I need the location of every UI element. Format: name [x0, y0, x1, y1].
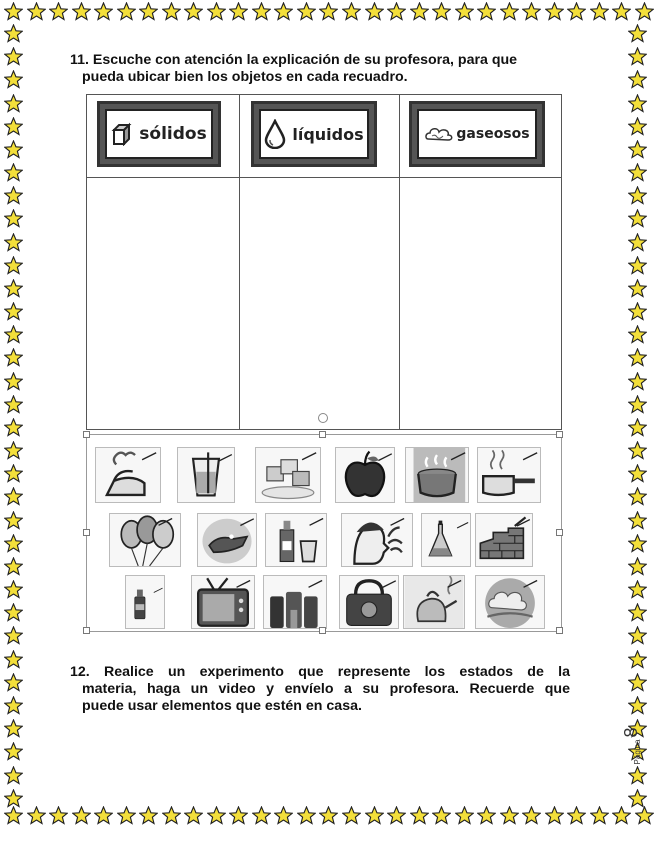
oil-bottle-icon	[422, 514, 470, 566]
star-icon	[4, 24, 23, 43]
sodas-icon	[264, 576, 326, 628]
star-icon	[628, 163, 647, 182]
star-icon	[319, 806, 338, 825]
star-icon	[4, 673, 23, 692]
star-icon	[319, 2, 338, 21]
star-icon	[162, 806, 181, 825]
star-icon	[628, 673, 647, 692]
picture-oil-bottle[interactable]	[421, 513, 471, 567]
picture-television[interactable]	[191, 575, 255, 629]
picture-glass-juice[interactable]	[177, 447, 235, 503]
star-icon	[4, 766, 23, 785]
star-icon	[590, 2, 609, 21]
star-icon	[94, 2, 113, 21]
star-icon	[4, 603, 23, 622]
star-icon	[207, 2, 226, 21]
clouds-icon	[476, 576, 544, 628]
star-icon	[297, 806, 316, 825]
star-icon	[94, 806, 113, 825]
star-icon	[72, 2, 91, 21]
picture-bottle-glass[interactable]	[265, 513, 327, 567]
classification-grid	[86, 94, 562, 430]
resize-handle-tl[interactable]	[83, 431, 90, 438]
star-icon	[628, 696, 647, 715]
resize-handle-bl[interactable]	[83, 627, 90, 634]
star-icon	[4, 256, 23, 275]
picture-collection	[86, 434, 562, 632]
star-icon	[612, 806, 631, 825]
star-icon	[4, 348, 23, 367]
star-icon	[628, 441, 647, 460]
purse-icon	[340, 576, 398, 628]
question-12	[70, 664, 570, 715]
kettle-icon	[404, 576, 464, 628]
star-icon	[628, 464, 647, 483]
balloons-icon	[110, 514, 180, 566]
picture-saucepan-steam[interactable]	[477, 447, 541, 503]
star-icon	[410, 2, 429, 21]
apple-icon	[336, 448, 394, 502]
picture-brick-wall[interactable]	[475, 513, 533, 567]
star-icon	[4, 302, 23, 321]
question-11	[70, 52, 582, 86]
star-icon	[628, 94, 647, 113]
star-icon	[4, 487, 23, 506]
label-gases	[409, 101, 545, 167]
header-divider	[87, 177, 561, 178]
resize-handle-tr[interactable]	[556, 431, 563, 438]
star-icon	[628, 302, 647, 321]
picture-purse[interactable]	[339, 575, 399, 629]
cube-icon	[111, 122, 133, 146]
star-icon	[635, 2, 654, 21]
star-icon	[628, 140, 647, 159]
star-icon	[628, 279, 647, 298]
star-icon	[410, 806, 429, 825]
star-icon	[4, 742, 23, 761]
star-icon	[184, 2, 203, 21]
resize-handle-ml[interactable]	[83, 529, 90, 536]
star-icon	[545, 806, 564, 825]
label-gases-text: gaseosos	[456, 126, 530, 142]
star-icon	[628, 325, 647, 344]
page-label: Página	[633, 739, 642, 765]
star-icon	[297, 2, 316, 21]
star-icon	[628, 395, 647, 414]
picture-balloons[interactable]	[109, 513, 181, 567]
star-icon	[4, 719, 23, 738]
question-12-line-2: materia, haga un video y envíelo a su profesora. Recuerde que	[82, 681, 570, 697]
page-number	[602, 726, 642, 766]
breath-icon	[342, 514, 412, 566]
glass-icon	[178, 448, 234, 502]
star-icon	[477, 806, 496, 825]
label-liquids	[251, 101, 377, 167]
picture-apple[interactable]	[335, 447, 395, 503]
picture-ice-cubes[interactable]	[255, 447, 321, 503]
star-icon	[628, 24, 647, 43]
star-icon	[387, 2, 406, 21]
label-solids	[97, 101, 221, 167]
bottom-star-border	[0, 806, 658, 830]
picture-kettle-steam[interactable]	[403, 575, 465, 629]
star-icon	[207, 806, 226, 825]
star-icon	[628, 348, 647, 367]
star-icon	[628, 603, 647, 622]
star-icon	[184, 806, 203, 825]
star-icon	[4, 650, 23, 669]
star-icon	[545, 2, 564, 21]
star-icon	[4, 557, 23, 576]
tv-icon	[192, 576, 254, 628]
star-icon	[567, 806, 586, 825]
question-12-line-1: 12. Realice un experimento que represente los estados de la	[70, 664, 570, 680]
star-icon	[4, 163, 23, 182]
star-icon	[628, 186, 647, 205]
picture-clouds[interactable]	[475, 575, 545, 629]
star-icon	[628, 580, 647, 599]
star-icon	[432, 2, 451, 21]
star-icon	[229, 806, 248, 825]
resize-handle-tm[interactable]	[319, 431, 326, 438]
star-icon	[4, 696, 23, 715]
star-icon	[117, 2, 136, 21]
star-icon	[628, 766, 647, 785]
star-icon	[500, 806, 519, 825]
star-icon	[274, 2, 293, 21]
star-icon	[4, 580, 23, 599]
star-icon	[139, 806, 158, 825]
star-icon	[628, 70, 647, 89]
star-icon	[252, 2, 271, 21]
question-12-line-3: puede usar elementos que estén en casa.	[82, 698, 362, 714]
star-icon	[4, 806, 23, 825]
star-icon	[4, 186, 23, 205]
star-icon	[522, 806, 541, 825]
star-icon	[628, 487, 647, 506]
page-number-value: 8	[621, 727, 641, 738]
star-icon	[4, 94, 23, 113]
star-icon	[4, 233, 23, 252]
question-11-line-1: 11. Escuche con atención la explicación de su profesora, para que	[70, 52, 518, 68]
star-icon	[4, 2, 23, 21]
star-icon	[628, 418, 647, 437]
question-11-line-2: pueda ubicar bien los objetos en cada recuadro.	[82, 69, 408, 85]
star-icon	[4, 534, 23, 553]
star-icon	[365, 2, 384, 21]
top-star-border	[0, 2, 658, 26]
soda-icon	[126, 576, 164, 628]
resize-handle-bm[interactable]	[319, 627, 326, 634]
picture-breathing-face[interactable]	[341, 513, 413, 567]
crocodile-icon	[198, 514, 256, 566]
star-icon	[455, 806, 474, 825]
star-icon	[4, 395, 23, 414]
bricks-icon	[476, 514, 532, 566]
star-icon	[628, 117, 647, 136]
star-icon	[49, 2, 68, 21]
star-icon	[4, 418, 23, 437]
star-icon	[455, 2, 474, 21]
bottle-glass-icon	[266, 514, 326, 566]
star-icon	[628, 511, 647, 530]
star-icon	[432, 806, 451, 825]
drop-icon	[264, 119, 286, 149]
star-icon	[4, 441, 23, 460]
star-icon	[4, 626, 23, 645]
star-icon	[4, 511, 23, 530]
star-icon	[387, 806, 406, 825]
star-icon	[117, 806, 136, 825]
picture-soda-bottles[interactable]	[263, 575, 327, 629]
star-icon	[4, 209, 23, 228]
star-icon	[522, 2, 541, 21]
star-icon	[4, 117, 23, 136]
star-icon	[4, 70, 23, 89]
star-icon	[342, 806, 361, 825]
star-icon	[4, 47, 23, 66]
star-icon	[139, 2, 158, 21]
star-icon	[4, 789, 23, 808]
resize-handle-br[interactable]	[556, 627, 563, 634]
star-icon	[27, 2, 46, 21]
right-star-border	[628, 24, 652, 808]
star-icon	[365, 806, 384, 825]
saucepan-icon	[478, 448, 540, 502]
star-icon	[628, 209, 647, 228]
star-icon	[342, 2, 361, 21]
star-icon	[4, 372, 23, 391]
picture-boiling-pot[interactable]	[405, 447, 469, 503]
star-icon	[274, 806, 293, 825]
star-icon	[628, 372, 647, 391]
star-icon	[612, 2, 631, 21]
star-icon	[567, 2, 586, 21]
star-icon	[4, 140, 23, 159]
star-icon	[628, 233, 647, 252]
ice-icon	[256, 448, 320, 502]
star-icon	[49, 806, 68, 825]
star-icon	[628, 534, 647, 553]
star-icon	[635, 806, 654, 825]
star-icon	[229, 2, 248, 21]
label-solids-text: sólidos	[139, 124, 207, 144]
star-icon	[628, 789, 647, 808]
picture-iron-steam[interactable]	[95, 447, 161, 503]
star-icon	[477, 2, 496, 21]
cloud-icon	[424, 125, 454, 143]
star-icon	[4, 279, 23, 298]
star-icon	[27, 806, 46, 825]
star-icon	[590, 806, 609, 825]
star-icon	[500, 2, 519, 21]
star-icon	[628, 47, 647, 66]
star-icon	[628, 650, 647, 669]
left-star-border	[4, 24, 28, 808]
star-icon	[72, 806, 91, 825]
label-liquids-text: líquidos	[292, 124, 364, 144]
star-icon	[162, 2, 181, 21]
star-icon	[252, 806, 271, 825]
star-icon	[4, 325, 23, 344]
pot-icon	[406, 448, 468, 502]
iron-icon	[96, 448, 160, 502]
picture-toy-crocodile[interactable]	[197, 513, 257, 567]
star-icon	[628, 256, 647, 275]
star-icon	[628, 557, 647, 576]
star-icon	[4, 464, 23, 483]
rotate-handle[interactable]	[318, 413, 328, 423]
star-icon	[628, 626, 647, 645]
resize-handle-mr[interactable]	[556, 529, 563, 536]
picture-soda-bottle[interactable]	[125, 575, 165, 629]
